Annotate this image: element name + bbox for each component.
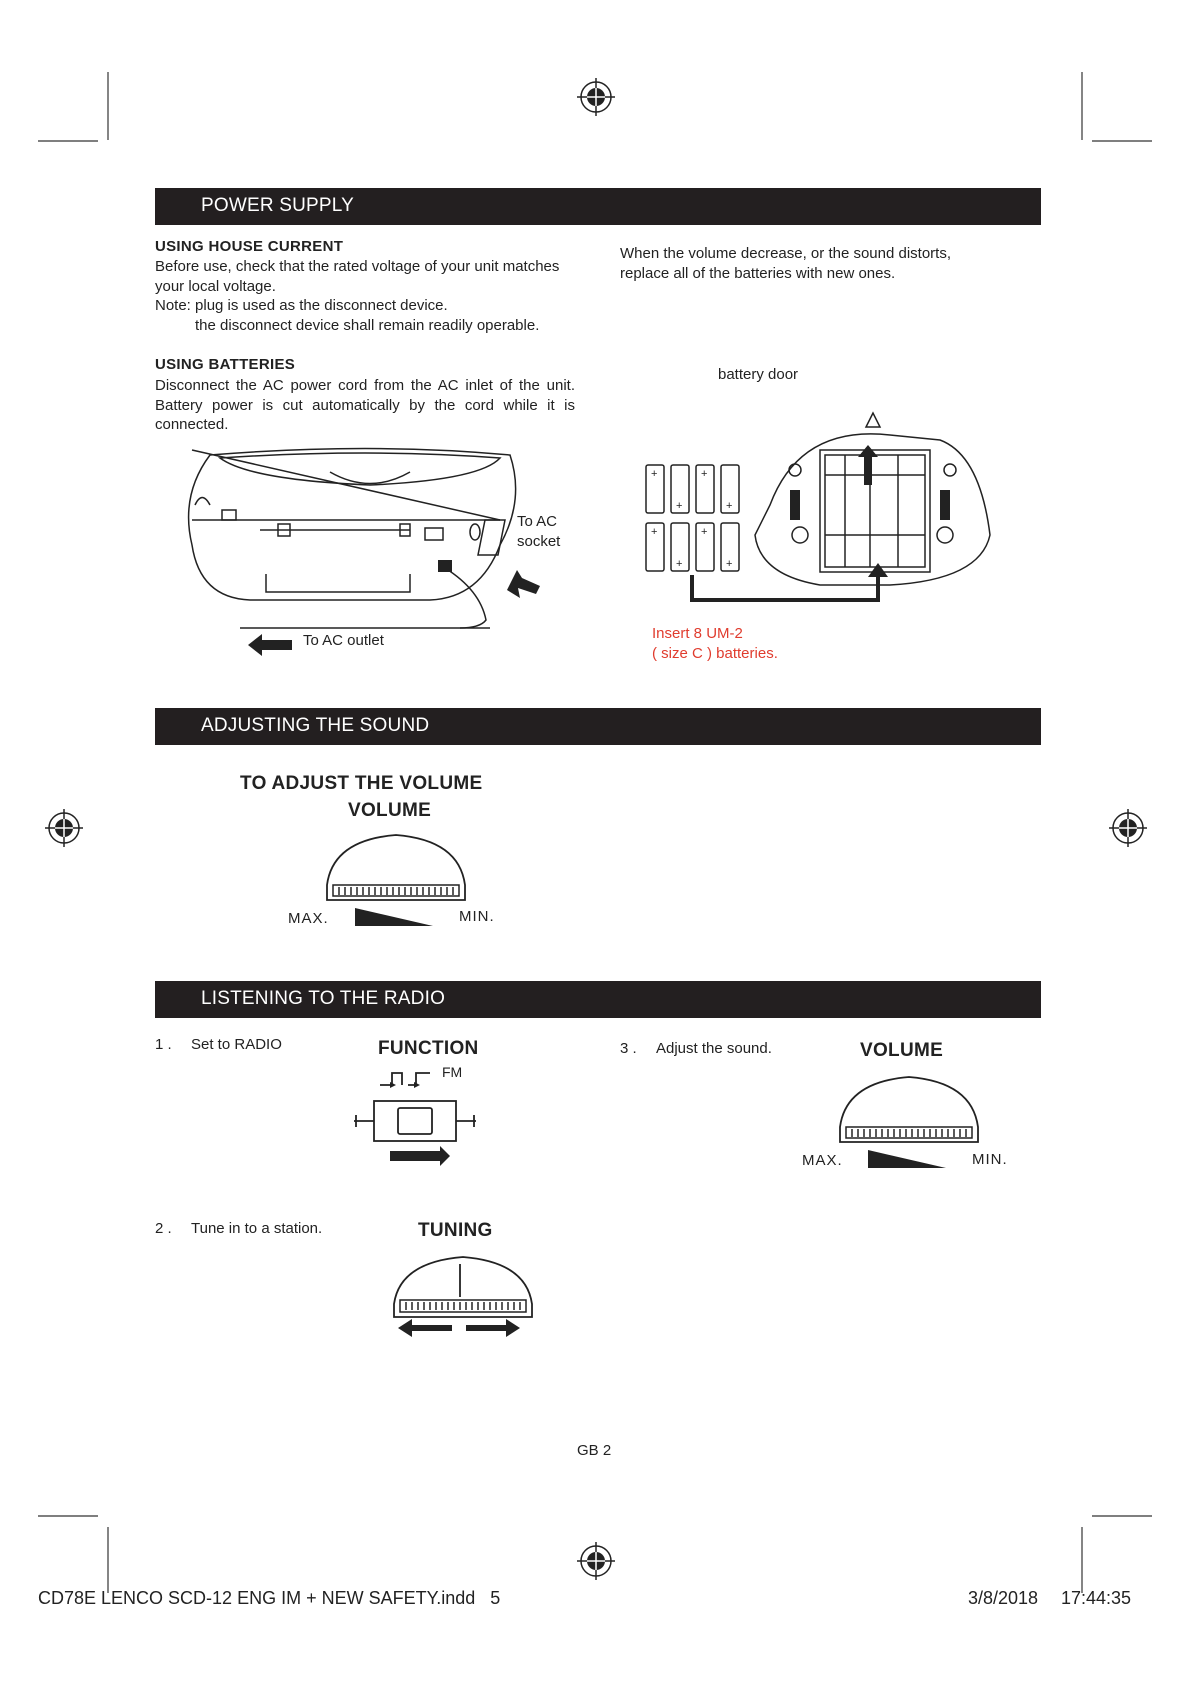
to-ac-socket-line: To AC [517, 513, 558, 530]
batteries-text: Disconnect the AC power cord from the AC inlet of the unit. Battery power is cut automatically by the cord while it is connected. [155, 377, 575, 433]
section-title: POWER SUPPLY [201, 195, 355, 216]
radio-volume-min-label: MIN. [972, 1151, 1008, 1168]
registration-mark-right [1109, 809, 1147, 847]
step-2-text: Tune in to a station. [191, 1220, 323, 1237]
section-title: LISTENING TO THE RADIO [201, 988, 446, 1009]
slug-date: 3/8/2018 [968, 1588, 1039, 1608]
svg-text:+: + [676, 500, 683, 512]
section-title: ADJUSTING THE SOUND [201, 715, 430, 736]
function-switch-icon [352, 1065, 478, 1171]
slug-time: 17:44:35 [1061, 1588, 1132, 1608]
step-2-number: 2 . [155, 1220, 172, 1237]
insert-batteries-line: Insert 8 UM-2 [652, 625, 743, 642]
registration-mark-left [45, 809, 83, 847]
step-3-text: Adjust the sound. [656, 1040, 772, 1057]
volume-max-label: MAX. [288, 910, 329, 927]
battery-compartment-diagram [640, 395, 1015, 605]
volume-min-label: MIN. [459, 908, 495, 925]
ac-connection-diagram [180, 450, 560, 660]
battery-door-label: battery door [718, 366, 799, 383]
house-current-note: the disconnect device shall remain readily operable. [195, 316, 540, 334]
svg-text:+: + [701, 468, 708, 480]
to-ac-outlet-label: To AC outlet [303, 632, 384, 649]
replace-batteries-text: When the volume decrease, or the sound distorts, replace all of the batteries with new ones. [620, 245, 952, 282]
volume-dial-icon [325, 830, 467, 930]
insert-batteries-note [652, 624, 778, 664]
registration-mark-bottom [577, 1542, 615, 1580]
tuning-dial-icon [392, 1252, 534, 1342]
house-current-note: Note: plug is used as the disconnect device. [155, 297, 448, 314]
radio-volume-label: VOLUME [860, 1040, 944, 1061]
function-label: FUNCTION [378, 1038, 479, 1059]
house-current-line: your local voltage. [155, 277, 276, 295]
power-supply-section-header [155, 188, 1041, 225]
house-current-text [155, 257, 575, 335]
svg-text:+: + [651, 468, 658, 480]
step-1-number: 1 . [155, 1036, 172, 1053]
tuning-label: TUNING [418, 1220, 493, 1241]
svg-text:+: + [726, 500, 733, 512]
svg-text:+: + [676, 558, 683, 570]
battery-cells [646, 465, 739, 571]
page-number: GB 2 [577, 1442, 612, 1459]
house-current-line: Before use, check that the rated voltage of your unit matches [155, 258, 560, 275]
house-current-heading: USING HOUSE CURRENT [155, 238, 344, 255]
to-ac-socket-line: socket [517, 533, 561, 550]
adjust-volume-heading: TO ADJUST THE VOLUME [240, 773, 483, 794]
registration-mark-top [577, 78, 615, 116]
slug-filename: CD78E LENCO SCD-12 ENG IM + NEW SAFETY.indd 5 [38, 1588, 501, 1608]
batteries-heading: USING BATTERIES [155, 356, 296, 373]
step-1-text: Set to RADIO [191, 1036, 282, 1053]
adjusting-sound-section-header [155, 708, 1041, 745]
svg-text:+: + [651, 526, 658, 538]
arrow-left-icon [248, 632, 292, 658]
to-ac-socket-label [517, 512, 560, 552]
listening-radio-section-header [155, 981, 1041, 1018]
radio-volume-dial-icon [838, 1072, 980, 1172]
volume-knob-label: VOLUME [348, 800, 432, 821]
fm-label: FM [442, 1064, 463, 1080]
svg-text:+: + [701, 526, 708, 538]
insert-batteries-line: ( size C ) batteries. [652, 645, 778, 662]
step-3-number: 3 . [620, 1040, 637, 1057]
svg-text:+: + [726, 558, 733, 570]
radio-volume-max-label: MAX. [802, 1152, 843, 1169]
